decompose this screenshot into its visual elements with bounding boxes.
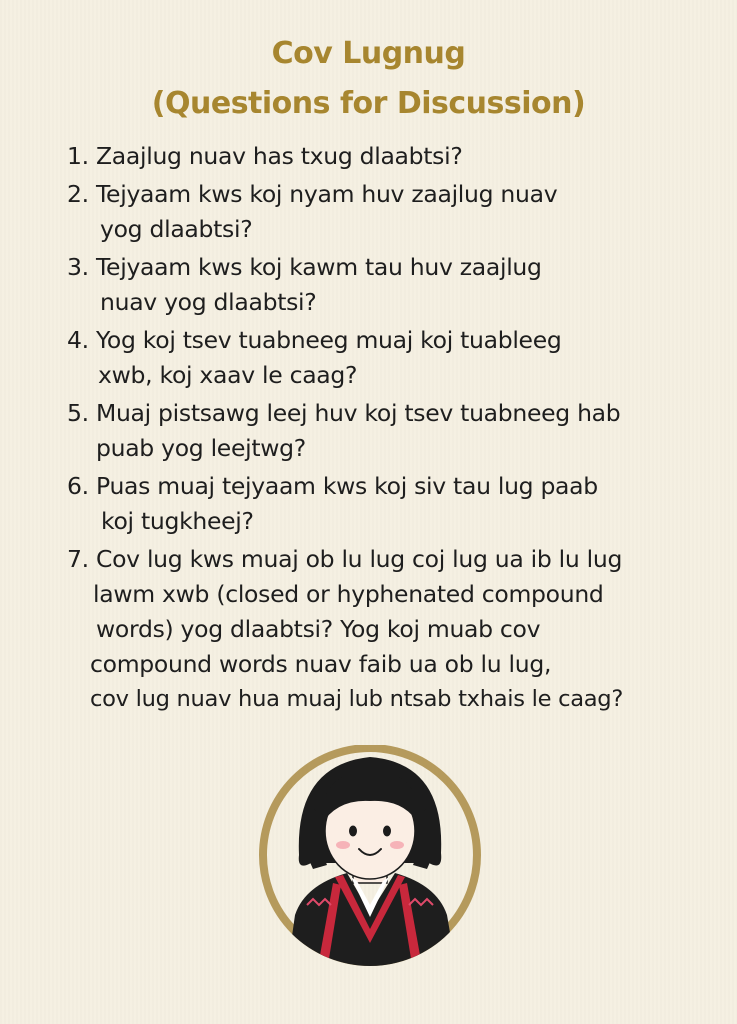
question-7-line-2: lawm xwb (closed or hyphenated compound	[93, 580, 604, 608]
question-2-line-1: 2. Tejyaam kws koj nyam huv zaajlug nuav	[67, 180, 558, 208]
question-3-line-2: nuav yog dlaabtsi?	[100, 288, 317, 316]
page-subtitle: (Questions for Discussion)	[151, 86, 586, 121]
question-7-line-3: words) yog dlaabtsi? Yog koj muab cov	[96, 615, 541, 643]
question-6-line-1: 6. Puas muaj tejyaam kws koj siv tau lug paab	[67, 472, 598, 500]
question-4-line-2: xwb, koj xaav le caag?	[98, 361, 358, 389]
question-7-line-5: cov lug nuav hua muaj lub ntsab txhais le caag?	[90, 686, 624, 712]
question-5-line-1: 5. Muaj pistsawg leej huv koj tsev tuabneeg hab	[67, 399, 621, 427]
question-4-line-1: 4. Yog koj tsev tuabneeg muaj koj tuableeg	[67, 326, 562, 354]
question-7-line-4: compound words nuav faib ua ob lu lug,	[90, 650, 552, 678]
question-7-line-1: 7. Cov lug kws muaj ob lu lug coj lug ua ib lu lug	[67, 545, 623, 573]
girl-portrait-icon	[255, 745, 485, 985]
question-5-line-2: puab yog leejtwg?	[96, 434, 306, 462]
question-6-line-2: koj tugkheej?	[101, 507, 254, 535]
question-1-line-1: 1. Zaajlug nuav has txug dlaabtsi?	[67, 142, 463, 170]
question-2-line-2: yog dlaabtsi?	[100, 215, 253, 243]
page-title: Cov Lugnug	[271, 36, 466, 71]
question-3-line-1: 3. Tejyaam kws koj kawm tau huv zaajlug	[67, 253, 542, 281]
